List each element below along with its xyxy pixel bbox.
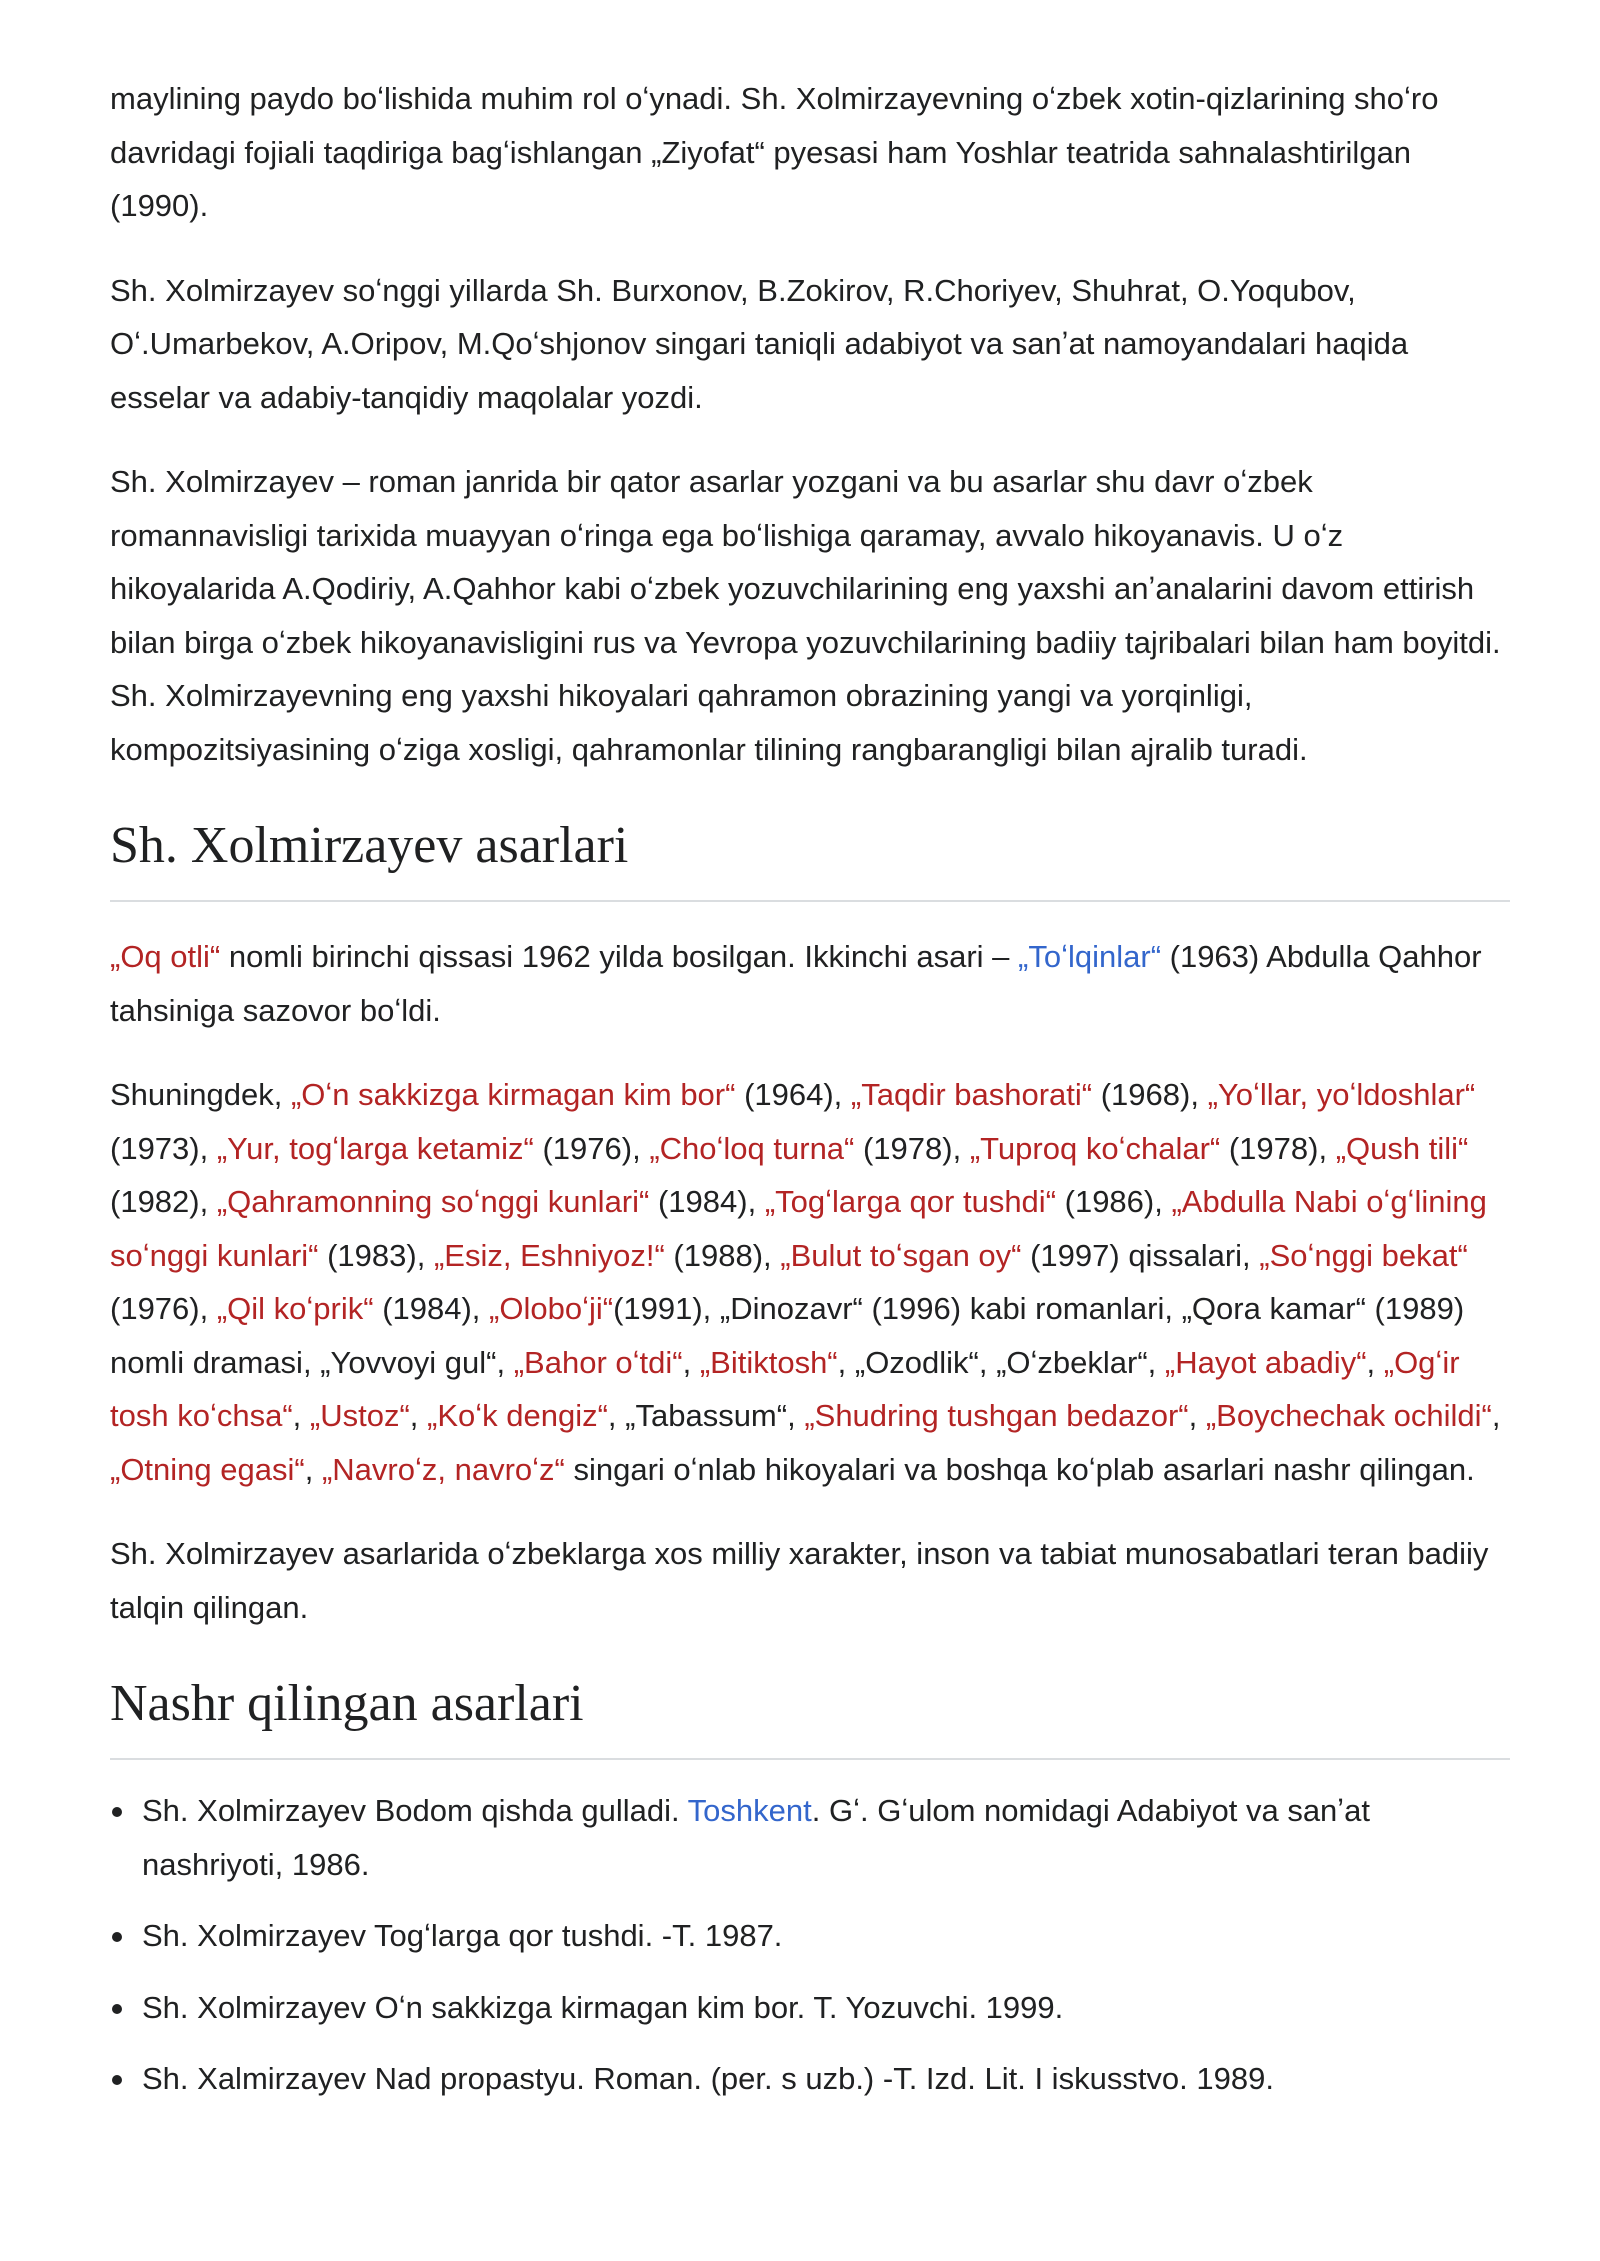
text-run: (1978), [1220,1130,1336,1166]
text-run: , [1188,1398,1206,1433]
text-run: , [682,1344,700,1380]
text-run: (1988), [664,1237,781,1273]
missing-article-link[interactable]: „Bahor oʻtdi“ [513,1344,683,1380]
text-run: , [304,1451,322,1487]
missing-article-link[interactable]: „Boychechak ochildi“ [1205,1398,1492,1433]
paragraph-first-works [110,930,1510,1037]
bullet-icon [112,1932,122,1942]
article-link[interactable]: „Toʻlqinlar“ [1018,939,1162,974]
missing-article-link[interactable]: „Navroʻz, navroʻz“ [321,1451,565,1487]
text-run: (1997) qissalari, [1021,1237,1260,1273]
bullet-icon [112,2075,122,2085]
missing-article-link[interactable]: „Koʻk dengiz“ [427,1398,608,1433]
section-heading-works: Sh. Xolmirzayev asarlari [110,814,1510,902]
list-item-text [142,1793,1370,1882]
text-run: (1978), [854,1130,970,1166]
list-item-text: Sh. Xolmirzayev Oʻn sakkizga kirmagan kim bor. T. Yozuvchi. 1999. [142,1989,1064,2025]
text-run: (1964), [735,1077,851,1112]
missing-article-link[interactable]: „Bulut toʻsgan oy“ [780,1237,1022,1273]
text-run: (1976), [110,1291,217,1326]
paragraph-essays: Sh. Xolmirzayev soʻnggi yillarda Sh. Burxonov, B.Zokirov, R.Choriyev, Shuhrat, O.Yoqubov, Oʻ.Umarbekov, A.Oripov, M.Qoʻshjonov singari taniqli adabiyot va sanʼat namoyandalari haqida esselar va adabiy-tanqidiy maqolalar yozdi. [110,272,1409,415]
paragraph-ziyofat: maylining paydo boʻlishida muhim rol oʻynadi. Sh. Xolmirzayevning oʻzbek xotin-qizlarining shoʻro davridagi fojiali taqdiriga bagʻishlangan „Ziyofat“ pyesasi ham Yoshlar teatrida sahnalashtirilgan (1990). [110,81,1439,223]
missing-article-link[interactable]: „Ustoz“ [309,1398,410,1433]
list-item [142,1981,1510,2035]
missing-article-link[interactable]: „Bitiktosh“ [699,1344,838,1380]
article-content [110,72,1510,2124]
missing-article-link[interactable]: „Esiz, Eshniyoz!“ [433,1237,665,1273]
missing-article-link[interactable]: „Togʻlarga qor tushdi“ [764,1184,1057,1219]
list-item [142,2052,1510,2106]
text-run: , [1366,1344,1384,1380]
text-run: , [1491,1398,1501,1433]
text-run: , „Tabassum“, [607,1398,805,1433]
text-run: (1986), [1056,1184,1172,1219]
missing-article-link[interactable]: „Otning egasi“ [110,1451,305,1487]
missing-article-link[interactable]: „Shudring tushgan bedazor“ [804,1398,1189,1433]
list-item [142,1784,1510,1891]
text-run: singari oʻnlab hikoyalari va boshqa koʻplab asarlari nashr qilingan. [564,1451,1475,1487]
published-works-list [110,1784,1510,2106]
missing-article-link[interactable]: „Yur, togʻlarga ketamiz“ [216,1130,534,1166]
text-run: (1976), [533,1130,650,1166]
text-run: nomli birinchi qissasi 1962 yilda bosilgan. Ikkinchi asari – [220,939,1019,974]
text-run: Sh. Xolmirzayev Bodom qishda gulladi. [142,1793,688,1828]
missing-article-link[interactable]: „Tuproq koʻchalar“ [969,1130,1221,1166]
text-run: , [292,1398,310,1433]
paragraph-works-list [110,1068,1510,1496]
missing-article-link[interactable]: „Taqdir bashorati“ [850,1077,1093,1112]
missing-article-link[interactable]: „Hayot abadiy“ [1164,1344,1367,1380]
text-run: , „Ozodlik“, „Oʻzbeklar“, [837,1344,1165,1380]
bullet-icon [112,2004,122,2014]
text-run: (1984), [649,1184,765,1219]
paragraph-themes: Sh. Xolmirzayev asarlarida oʻzbeklarga xos milliy xarakter, inson va tabiat munosabatlari teran badiiy talqin qilingan. [110,1536,1489,1625]
section-heading-published: Nashr qilingan asarlari [110,1672,1510,1760]
bullet-icon [112,1807,122,1817]
list-item-text: Sh. Xolmirzayev Togʻlarga qor tushdi. -T. 1987. [142,1918,783,1953]
text-run: . Gʻ. Gʻulom nomidagi Adabiyot va sanʼat nashriyoti, 1986. [142,1793,1371,1882]
text-run: (1968), [1092,1077,1208,1112]
text-run: (1963) Abdulla Qahhor tahsiniga sazovor boʻldi. [110,939,1482,1028]
list-item-text: Sh. Xalmirzayev Nad propastyu. Roman. (per. s uzb.) -T. Izd. Lit. I iskusstvo. 1989. [142,2061,1274,2096]
missing-article-link[interactable]: „Abdulla Nabi oʻgʻlining soʻnggi kunlari“ [110,1184,1487,1273]
text-run: (1991), „Dinozavr“ (1996) kabi romanlari, „Qora kamar“ (1989) nomli dramasi, „Yovvoyi gul“, [110,1291,1465,1380]
missing-article-link[interactable]: „Oloboʻji“ [489,1291,614,1326]
missing-article-link[interactable]: „Oʻn sakkizga kirmagan kim bor“ [290,1077,736,1112]
paragraph-novelist: Sh. Xolmirzayev – roman janrida bir qator asarlar yozgani va bu asarlar shu davr oʻzbek romannavisligi tarixida muayyan oʻringa ega boʻlishiga qaramay, avvalo hikoyanavis. U oʻz hikoyalarida A.Qodiriy, A.Qahhor kabi oʻzbek yozuvchilarining eng yaxshi anʼanalarini davom ettirish bilan birga oʻzbek hikoyanavisligini rus va Yevropa yozuvchilarining badiiy tajribalari bilan ham boyitdi. Sh. Xolmirzayevning eng yaxshi hikoyalari qahramon obrazining yangi va yorqinligi, kompozitsiyasining oʻziga xosligi, qahramonlar tilining rangbarangligi bilan ajralib turadi. [110,464,1501,767]
text-run: (1984), [373,1291,490,1326]
missing-article-link[interactable]: „Qush tili“ [1335,1130,1469,1166]
text-run: Shuningdek, [110,1077,291,1112]
list-item [142,1909,1510,1963]
missing-article-link[interactable]: „Qil koʻprik“ [216,1291,374,1326]
article-link[interactable]: Toshkent [687,1793,812,1828]
missing-article-link[interactable]: „Oq otli“ [110,939,221,974]
text-run: (1973), [110,1130,217,1166]
text-run: (1982), [110,1184,217,1219]
missing-article-link[interactable]: „Soʻnggi bekat“ [1259,1237,1468,1273]
text-run: , [409,1398,427,1433]
text-run: (1983), [318,1237,434,1273]
missing-article-link[interactable]: „Qahramonning soʻnggi kunlari“ [216,1184,650,1219]
missing-article-link[interactable]: „Yoʻllar, yoʻldoshlar“ [1207,1077,1476,1112]
missing-article-link[interactable]: „Ogʻir tosh koʻchsa“ [110,1344,1460,1433]
missing-article-link[interactable]: „Choʻloq turna“ [649,1130,855,1166]
